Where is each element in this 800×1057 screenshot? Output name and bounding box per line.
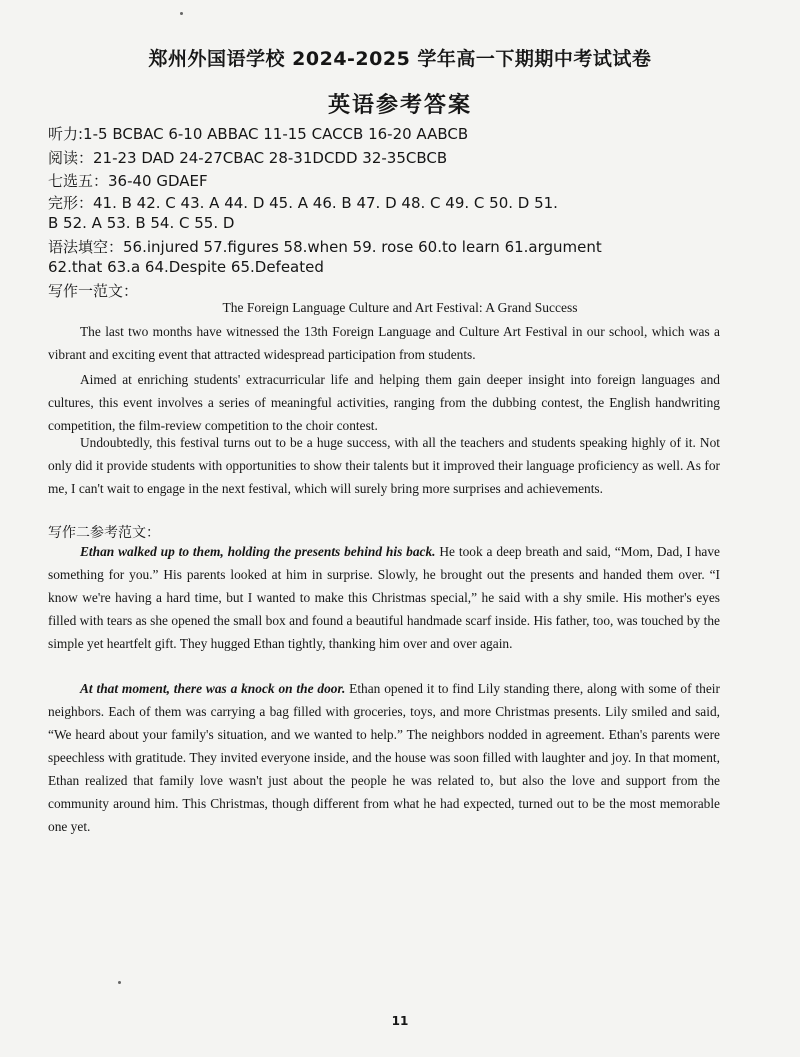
answer-key-title: 英语参考答案	[327, 93, 472, 118]
cloze-answers-line-2: B 52. A 53. B 54. C 55. D	[48, 214, 235, 232]
scan-speck	[118, 981, 121, 984]
listening-answers: 听力:1-5 BCBAC 6-10 ABBAC 11-15 CACCB 16-20 AABCB	[48, 125, 469, 143]
cloze-answers-line-1: 完形：41. B 42. C 43. A 44. D 45. A 46. B 47. D 48. C 49. C 50. D 51.	[48, 194, 558, 212]
grammar-answers-line-2: 62.that 63.a 64.Despite 65.Defeated	[48, 258, 324, 276]
writing2-paragraph-2	[48, 677, 720, 838]
writing1-paragraph: Undoubtedly, this festival turns out to be a huge success, with all the teachers and students speaking highly of it. Not only did it provide students with opportunities to show their talents but it improved their language proficiency as well. As for me, I can't wait to engage in the next festival, which will surely bring more surprises and achievements.	[48, 435, 720, 496]
writing2-paragraph-2-body: Ethan opened it to find Lily standing there, along with some of their neighbors. Each of them was carrying a bag filled with groceries, toys, and more Christmas presents. Lily smiled and said, “We heard about your family's situation, and we wanted to help.” The neighbors nodded in agreement. Ethan's parents were speechless with gratitude. They invited everyone inside, and the house was soon filled with laughter and joy. In that moment, Ethan realized that family love wasn't just about the people he was related to, but also the love and support from the community around him. This Christmas, though different from what he had expected, turned out to be the most memorable one yet.	[48, 681, 720, 834]
writing2-heading: 写作二参考范文：	[48, 525, 160, 541]
writing2-paragraph-1-lead: Ethan walked up to them, holding the presents behind his back.	[80, 544, 436, 559]
seven-choice-answers: 七选五：36-40 GDAEF	[48, 172, 208, 190]
writing1-essay-title: The Foreign Language Culture and Art Festival: A Grand Success	[222, 300, 578, 315]
writing2-paragraph-2-lead: At that moment, there was a knock on the door.	[80, 681, 346, 696]
scan-speck	[180, 12, 183, 15]
writing1-heading: 写作一范文：	[48, 282, 139, 300]
writing2-paragraph-1	[48, 540, 720, 655]
grammar-answers-line-1: 语法填空：56.injured 57.figures 58.when 59. rose 60.to learn 61.argument	[48, 238, 602, 256]
reading-answers: 阅读：21-23 DAD 24-27CBAC 28-31DCDD 32-35CBCB	[48, 149, 448, 167]
page-number: 11	[391, 1014, 409, 1028]
writing1-paragraph: Aimed at enriching students' extracurricular life and helping them gain deeper insight into foreign languages and cultures, this event involves a series of meaningful activities, ranging from the dubbing contest, the English handwriting competition, the film-review competition to the choir contest.	[48, 372, 720, 433]
exam-title: 郑州外国语学校 2024-2025 学年高一下期期中考试试卷	[148, 48, 652, 70]
writing1-paragraph: The last two months have witnessed the 13th Foreign Language and Culture Art Festival in our school, which was a vibrant and exciting event that attracted widespread participation from students.	[48, 324, 720, 362]
writing2-paragraph-1-body: He took a deep breath and said, “Mom, Dad, I have something for you.” His parents looked at him in surprise. Slowly, he brought out the presents and handed them over. “I know we're having a hard time, but I wanted to make this Christmas special,” he said with a shy smile. His mother's eyes filled with tears as she opened the small box and found a beautiful handmade scarf inside. His father, too, was touched by the simple yet heartfelt gift. They hugged Ethan tightly, thanking him over and over again.	[48, 544, 720, 651]
